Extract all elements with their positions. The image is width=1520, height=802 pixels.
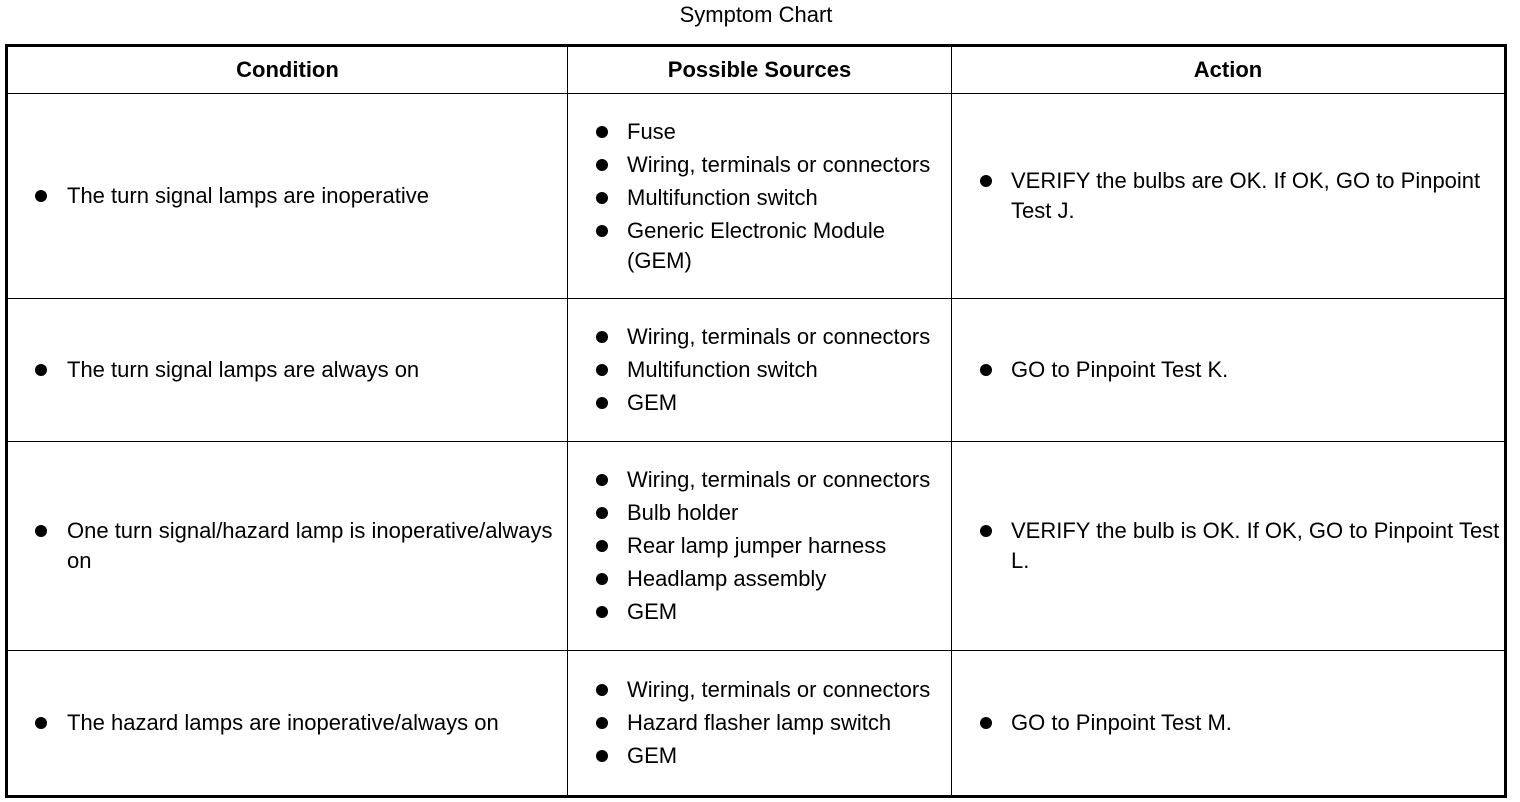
list-item <box>568 597 951 627</box>
bullet-icon <box>596 331 608 343</box>
source-text: GEM <box>627 599 678 624</box>
bullet-icon <box>596 540 608 552</box>
list-item <box>568 183 951 213</box>
source-text: Wiring, terminals or connectors <box>627 467 931 492</box>
source-text: GEM <box>627 743 678 768</box>
condition-cell <box>7 442 568 651</box>
page-title: Symptom Chart <box>679 2 833 27</box>
bullet-icon <box>596 474 608 486</box>
source-text: Multifunction switch <box>627 184 818 210</box>
source-text: Multifunction switch <box>627 357 818 382</box>
bullet-icon <box>980 525 992 537</box>
list-item <box>568 465 951 495</box>
bullet-icon <box>596 717 608 729</box>
list-item <box>952 166 1504 226</box>
condition-text: The turn signal lamps are inoperative <box>67 183 429 208</box>
bullet-icon <box>35 525 47 537</box>
table-row <box>7 299 1506 442</box>
symptom-table <box>5 44 1507 798</box>
list-item <box>568 675 951 705</box>
list-item <box>568 150 951 180</box>
table-row <box>7 651 1506 797</box>
bullet-icon <box>596 159 608 171</box>
bullet-icon <box>980 717 992 729</box>
list-item <box>568 355 951 385</box>
bullet-icon <box>596 507 608 519</box>
source-text: Headlamp assembly <box>627 566 827 591</box>
header-possible-sources: Possible Sources <box>568 46 952 94</box>
sources-cell <box>568 94 952 299</box>
condition-text: One turn signal/hazard lamp is inoperative/always on <box>67 518 553 573</box>
list-item <box>8 181 567 211</box>
list-item <box>568 388 951 418</box>
source-text: Generic Electronic Module (GEM) <box>627 217 886 273</box>
sources-cell <box>568 299 952 442</box>
action-text: GO to Pinpoint Test K. <box>1011 357 1229 382</box>
list-item <box>952 708 1504 738</box>
list-item <box>568 117 951 147</box>
list-item <box>568 741 951 771</box>
table-header-row <box>7 46 1506 94</box>
table-row <box>7 442 1506 651</box>
condition-text: The turn signal lamps are always on <box>67 357 420 382</box>
table-row <box>7 94 1506 299</box>
bullet-icon <box>596 684 608 696</box>
bullet-icon <box>980 175 992 187</box>
bullet-icon <box>596 225 608 237</box>
list-item <box>8 355 567 385</box>
source-text: GEM <box>627 390 678 415</box>
list-item <box>568 498 951 528</box>
bullet-icon <box>596 192 608 204</box>
sources-cell <box>568 442 952 651</box>
list-item <box>952 355 1504 385</box>
header-condition: Condition <box>7 46 568 94</box>
list-item <box>952 516 1504 576</box>
source-text: Wiring, terminals or connectors <box>627 677 931 702</box>
action-cell <box>952 442 1506 651</box>
source-text: Bulb holder <box>627 500 739 525</box>
condition-cell <box>7 94 568 299</box>
condition-text: The hazard lamps are inoperative/always on <box>67 710 499 735</box>
list-item <box>568 216 951 276</box>
bullet-icon <box>596 606 608 618</box>
bullet-icon <box>35 190 47 202</box>
bullet-icon <box>596 573 608 585</box>
header-action: Action <box>952 46 1506 94</box>
bullet-icon <box>596 750 608 762</box>
bullet-icon <box>596 364 608 376</box>
condition-cell <box>7 299 568 442</box>
action-text: VERIFY the bulb is OK. If OK, GO to Pinpoint Test L. <box>1011 518 1500 573</box>
list-item <box>8 516 567 576</box>
source-text: Wiring, terminals or connectors <box>627 324 931 349</box>
source-text: Rear lamp jumper harness <box>627 533 887 558</box>
list-item <box>568 322 951 352</box>
source-text: Hazard flasher lamp switch <box>627 710 892 735</box>
list-item <box>568 708 951 738</box>
action-text: GO to Pinpoint Test M. <box>1011 710 1232 735</box>
action-text: VERIFY the bulbs are OK. If OK, GO to Pinpoint Test J. <box>1011 168 1481 223</box>
bullet-icon <box>35 364 47 376</box>
bullet-icon <box>596 126 608 138</box>
list-item <box>568 564 951 594</box>
sources-cell <box>568 651 952 797</box>
bullet-icon <box>596 397 608 409</box>
source-text: Wiring, terminals or connectors <box>627 151 931 177</box>
list-item <box>568 531 951 561</box>
bullet-icon <box>35 717 47 729</box>
action-cell <box>952 94 1506 299</box>
source-text: Fuse <box>627 118 676 144</box>
action-cell <box>952 651 1506 797</box>
action-cell <box>952 299 1506 442</box>
condition-cell <box>7 651 568 797</box>
list-item <box>8 708 567 738</box>
bullet-icon <box>980 364 992 376</box>
